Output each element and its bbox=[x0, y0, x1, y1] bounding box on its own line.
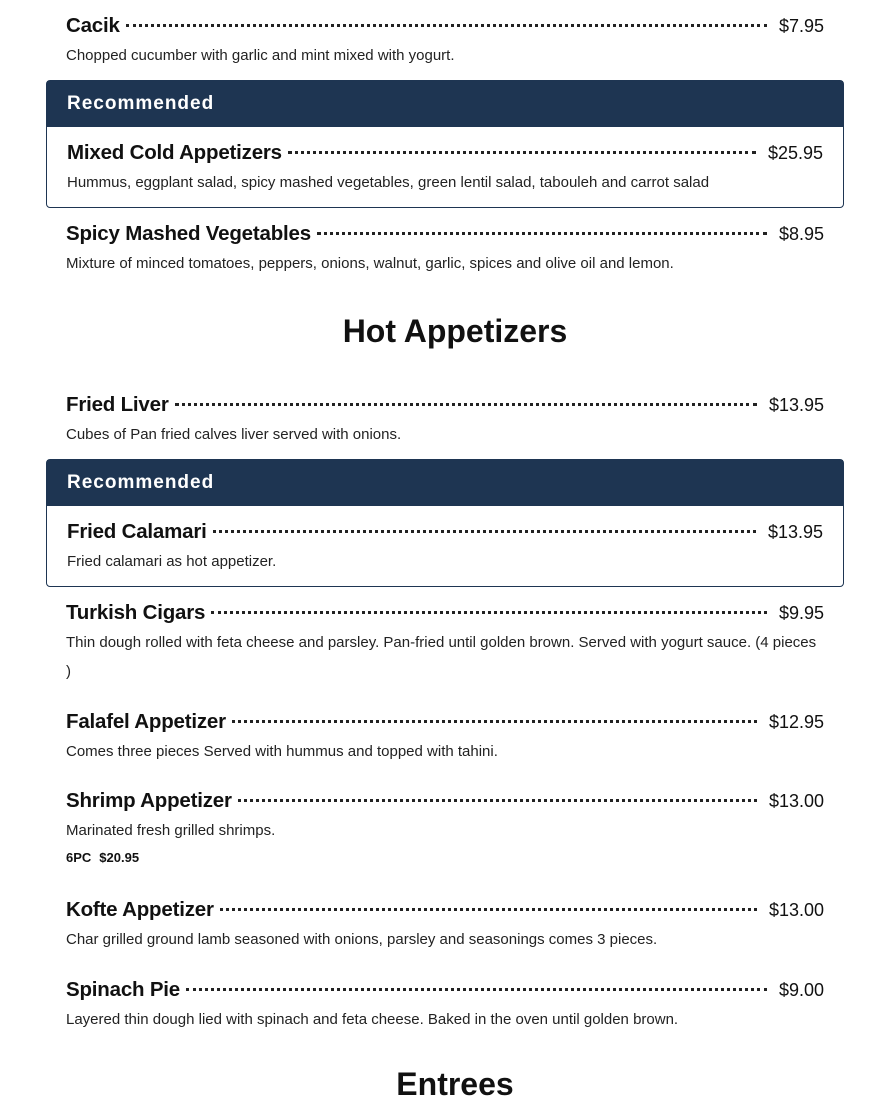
option-price: $20.95 bbox=[99, 850, 140, 865]
recommended-box-mixed-cold bbox=[46, 80, 844, 208]
recommended-label: Recommended bbox=[67, 93, 215, 114]
menu-item-row bbox=[66, 898, 824, 926]
menu-item-fried-liver bbox=[66, 393, 824, 449]
section-title-hot-appetizers: Hot Appetizers bbox=[342, 313, 568, 349]
menu-item-price: $7.95 bbox=[778, 16, 824, 36]
menu-item-price: $12.95 bbox=[768, 712, 824, 732]
menu-item-row bbox=[66, 789, 824, 817]
menu-item-name: Spicy Mashed Vegetables bbox=[66, 222, 311, 245]
option-label: 6PC bbox=[66, 850, 92, 865]
menu-item-name: Fried Liver bbox=[66, 393, 169, 416]
menu-item-row bbox=[67, 141, 823, 169]
menu-item-name: Mixed Cold Appetizers bbox=[67, 141, 282, 164]
menu-item-row bbox=[66, 601, 824, 629]
dot-leader bbox=[211, 611, 767, 614]
menu-item-row bbox=[66, 222, 824, 250]
dot-leader bbox=[175, 403, 757, 406]
menu-item-cacik bbox=[66, 14, 824, 70]
section-title-entrees: Entrees bbox=[396, 1066, 514, 1102]
recommended-header bbox=[47, 81, 843, 127]
menu-item-falafel-appetizer bbox=[66, 710, 824, 766]
menu-item-description: Char grilled ground lamb seasoned with onions, parsley and seasonings comes 3 pieces. bbox=[66, 931, 658, 948]
menu-item-shrimp-appetizer bbox=[66, 789, 824, 867]
menu-item-price: $13.00 bbox=[768, 791, 824, 811]
menu-item-description: Thin dough rolled with feta cheese and parsley. Pan-fried until golden brown. Served with yogurt sauce. (4 pieces ) bbox=[66, 634, 817, 680]
menu-item-name: Shrimp Appetizer bbox=[66, 789, 232, 812]
menu-item-description: Layered thin dough lied with spinach and feta cheese. Baked in the oven until golden brown. bbox=[66, 1011, 679, 1028]
menu-item-row bbox=[66, 978, 824, 1006]
menu-item-row bbox=[66, 710, 824, 738]
menu-item-name: Falafel Appetizer bbox=[66, 710, 226, 733]
dot-leader bbox=[186, 988, 767, 991]
dot-leader bbox=[317, 232, 767, 235]
menu-item-spicy-mashed-vegetables bbox=[66, 222, 824, 278]
menu-item-name: Cacik bbox=[66, 14, 120, 37]
dot-leader bbox=[220, 908, 757, 911]
menu-item-description: Fried calamari as hot appetizer. bbox=[67, 553, 277, 570]
menu-item-description: Chopped cucumber with garlic and mint mixed with yogurt. bbox=[66, 47, 455, 64]
menu-item-description: Comes three pieces Served with hummus and topped with tahini. bbox=[66, 743, 498, 760]
menu-item-spinach-pie bbox=[66, 978, 824, 1034]
menu-item-price: $9.95 bbox=[778, 603, 824, 623]
dot-leader bbox=[126, 24, 767, 27]
recommended-label: Recommended bbox=[67, 472, 215, 493]
dot-leader bbox=[238, 799, 757, 802]
menu-item-name: Fried Calamari bbox=[67, 520, 207, 543]
menu-item-fried-calamari bbox=[67, 520, 823, 576]
dot-leader bbox=[213, 530, 756, 533]
menu-item-mixed-cold-appetizers bbox=[67, 141, 823, 197]
menu-item-name: Turkish Cigars bbox=[66, 601, 206, 624]
menu-item-price: $13.95 bbox=[767, 522, 823, 542]
menu-item-price: $8.95 bbox=[778, 224, 824, 244]
recommended-box-fried-calamari bbox=[46, 459, 844, 587]
menu-item-price: $25.95 bbox=[767, 143, 823, 163]
menu-item-kofte-appetizer bbox=[66, 898, 824, 954]
recommended-header bbox=[47, 460, 843, 506]
menu-item-description: Marinated fresh grilled shrimps. bbox=[66, 822, 276, 839]
menu-item-description: Hummus, eggplant salad, spicy mashed vegetables, green lentil salad, tabouleh and carrot salad bbox=[67, 174, 710, 191]
menu-item-description: Mixture of minced tomatoes, peppers, onions, walnut, garlic, spices and olive oil and lemon. bbox=[66, 255, 674, 272]
menu-item-option bbox=[66, 849, 824, 867]
dot-leader bbox=[232, 720, 757, 723]
menu-item-name: Spinach Pie bbox=[66, 978, 181, 1001]
menu-item-description: Cubes of Pan fried calves liver served with onions. bbox=[66, 426, 402, 443]
menu-item-row bbox=[66, 393, 824, 421]
menu-item-row bbox=[66, 14, 824, 42]
menu-item-name: Kofte Appetizer bbox=[66, 898, 214, 921]
menu-item-price: $9.00 bbox=[778, 980, 824, 1000]
dot-leader bbox=[288, 151, 756, 154]
menu-item-row bbox=[67, 520, 823, 548]
menu-item-turkish-cigars bbox=[66, 601, 824, 686]
menu-item-price: $13.00 bbox=[768, 900, 824, 920]
menu-item-price: $13.95 bbox=[768, 395, 824, 415]
